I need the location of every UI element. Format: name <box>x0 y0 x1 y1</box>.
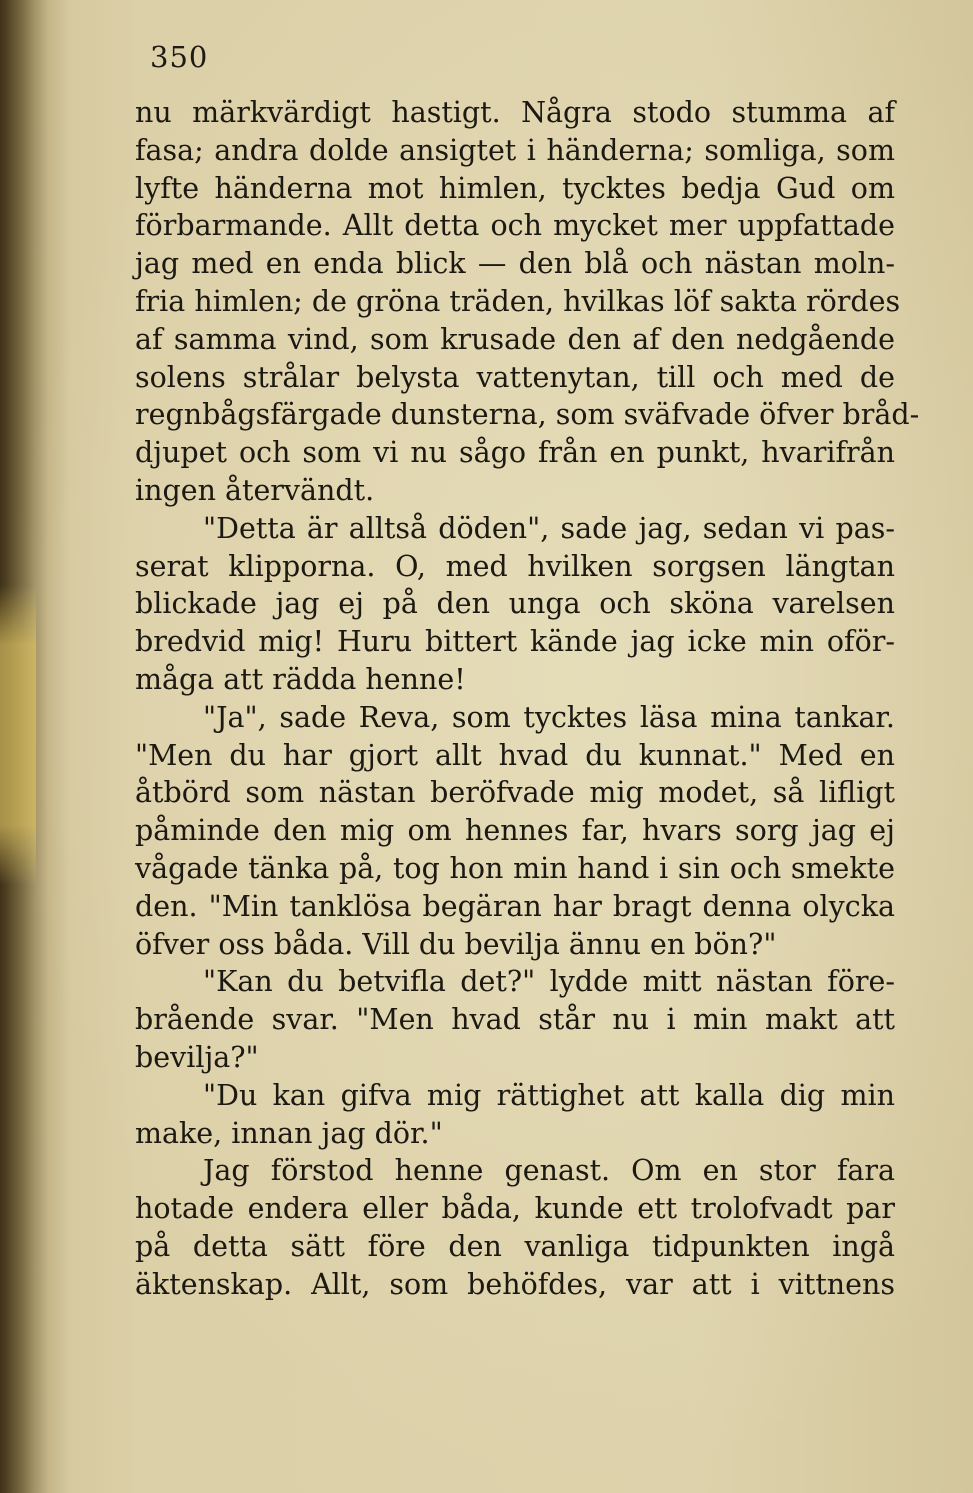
text-line: på detta sätt före den vanliga tidpunkten ingå <box>135 1229 895 1263</box>
text-line: påminde den mig om hennes far, hvars sorg jag ej <box>135 814 895 848</box>
text-line: regnbågsfärgade dunsterna, som sväfvade öfver bråd- <box>135 398 920 432</box>
text-line: make, innan jag dör." <box>135 1116 443 1150</box>
text-line: serat klipporna. O, med hvilken sorgsen längtan <box>135 549 895 583</box>
text-line: lyfte händerna mot himlen, tycktes bedja Gud om <box>135 171 895 205</box>
text-line: af samma vind, som krusade den af den nedgående <box>135 322 895 356</box>
text-line: "Kan du betvifla det?" lydde mitt nästan före- <box>203 965 895 999</box>
text-line: förbarmande. Allt detta och mycket mer uppfattade <box>135 209 895 243</box>
body-text <box>135 94 920 1304</box>
text-line: "Men du har gjort allt hvad du kunnat." Med en <box>135 738 895 772</box>
text-line: Jag förstod henne genast. Om en stor fara <box>203 1154 895 1188</box>
page-number: 350 <box>150 40 209 74</box>
text-line: fria himlen; de gröna träden, hvilkas löf sakta rördes <box>135 284 901 318</box>
text-line: bevilja?" <box>135 1040 259 1074</box>
text-line: solens strålar belysta vattenytan, till och med de <box>135 360 895 394</box>
text-line: nu märkvärdigt hastigt. Några stodo stumma af <box>135 96 895 129</box>
text-line: äktenskap. Allt, som behöfdes, var att i vittnens <box>135 1267 895 1301</box>
text-line: öfver oss båda. Vill du bevilja ännu en bön?" <box>135 927 777 961</box>
text-line: jag med en enda blick — den blå och nästan moln- <box>135 247 895 281</box>
text-line: åtbörd som nästan beröfvade mig modet, så lifligt <box>135 776 895 810</box>
text-line: måga att rädda henne! <box>135 662 466 696</box>
text-line: hotade endera eller båda, kunde ett trolofvadt par <box>135 1192 895 1226</box>
text-line: "Du kan gifva mig rättighet att kalla dig min <box>203 1078 895 1112</box>
text-line: blickade jag ej på den unga och sköna varelsen <box>135 587 895 621</box>
text-line: bredvid mig! Huru bittert kände jag icke min oför- <box>135 625 895 659</box>
text-line: "Detta är alltså döden", sade jag, sedan vi pas- <box>203 511 895 545</box>
text-line: den. "Min tanklösa begäran har bragt denna olycka <box>135 889 895 923</box>
text-line: fasa; andra dolde ansigtet i händerna; somliga, som <box>135 133 895 167</box>
text-line: ingen återvändt. <box>135 473 375 507</box>
book-binding-highlight <box>0 585 36 885</box>
text-line: brående svar. "Men hvad står nu i min makt att <box>135 1003 895 1037</box>
text-line: vågade tänka på, tog hon min hand i sin och smekte <box>135 851 895 885</box>
text-line: "Ja", sade Reva, som tycktes läsa mina tankar. <box>203 700 895 734</box>
text-line: djupet och som vi nu sågo från en punkt, hvarifrån <box>135 436 895 470</box>
